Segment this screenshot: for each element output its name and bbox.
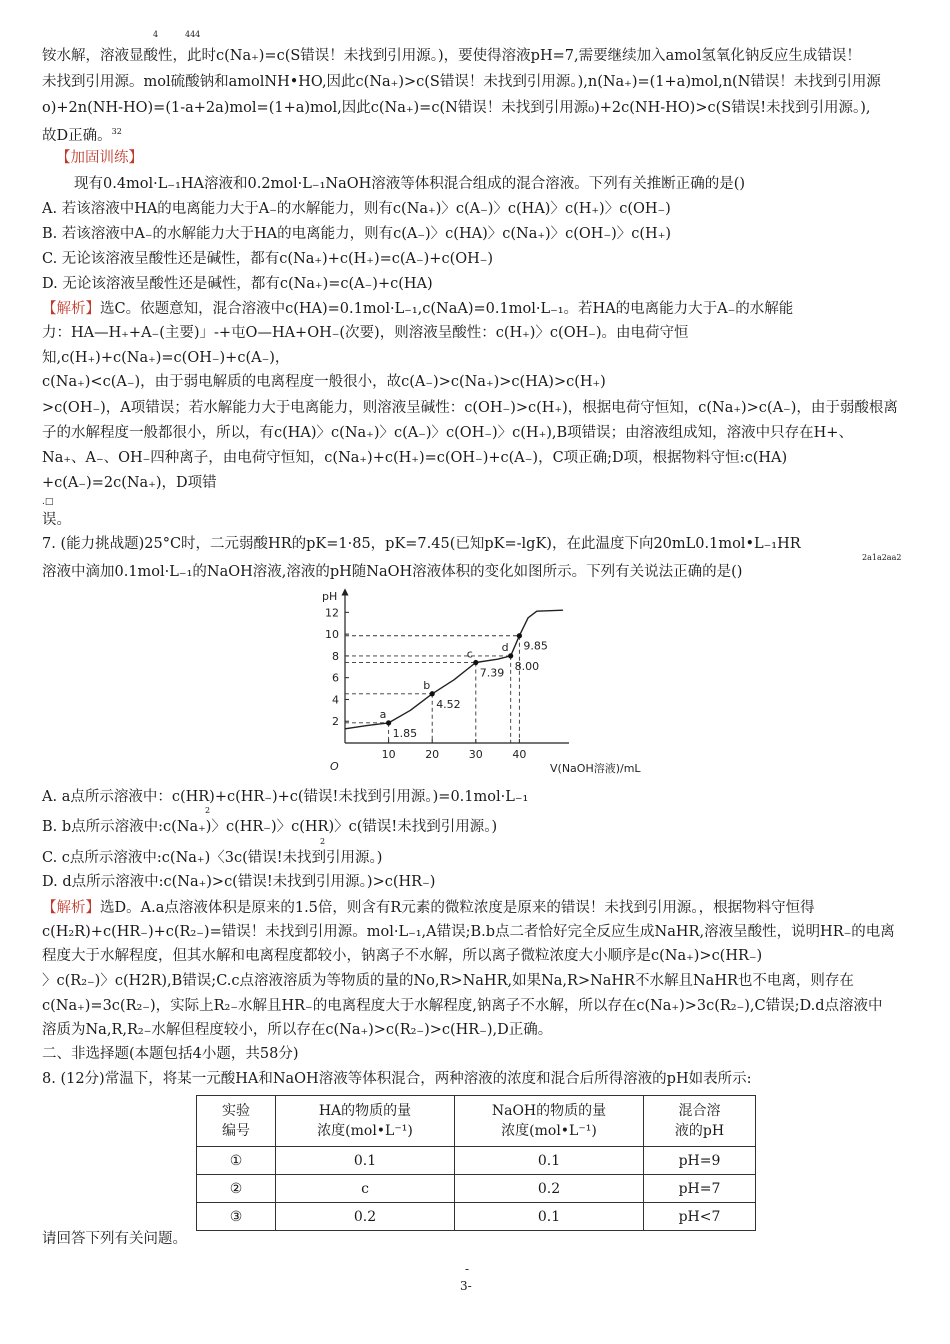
point-name: c — [466, 647, 473, 661]
point-name: b — [423, 678, 431, 692]
text-line: 铵水解，溶液显酸性，此时c(Na₊)=c(S错误！未找到引用源。)，要使得溶液pH=7,需要继续加入amol氢氧化钠反应生成错误！ — [42, 48, 861, 64]
point-value-label: 9.85 — [523, 639, 548, 653]
text-line: 未找到引用源。mol硫酸钠和amolNH•HO,因此c(Na₊)>c(S错误！未找到引用源。),n(Na₊)=(1+a)mol,n(N错误！未找到引用源 — [42, 74, 881, 90]
solution-line: 程度大于水解程度，但其水解和电离程度都较小，钠离子不水解，所以离子微粒浓度大小顺序是c(Na₊)>c(HR₋) — [42, 948, 763, 964]
experiment-table — [196, 1095, 756, 1231]
col-header: NaOH的物质的量 浓度(mol•L⁻¹) — [455, 1096, 644, 1147]
x-tick-label: 30 — [468, 748, 483, 761]
table-row: ② c 0.2 pH=7 — [197, 1175, 756, 1203]
y-tick-label: 10 — [325, 628, 339, 642]
solution-line: 力：HA—H₊+A₋(主要)」-+屯O—HA+OH₋(次要)，则溶液呈酸性：c(H₊)〉c(OH₋)。由电荷守恒 — [42, 325, 689, 341]
y-tick-label: 12 — [325, 606, 339, 620]
header-mark: 444 — [185, 30, 201, 39]
x-tick-label: 20 — [425, 748, 440, 761]
solution-line: Na₊、A₋、OH₋四种离子，由电荷守恒知，c(Na₊)+c(H₊)=c(OH₋)+c(A₋)，C项正确;D项，根据物料守恒:c(HA) — [42, 450, 788, 466]
point-value-label: 7.39 — [479, 666, 505, 680]
solution-line: >c(OH₋)，A项错误；若水解能力大于电离能力，则溶液呈碱性：c(OH₋)>c(H₊)，根据电荷守恒知，c(Na₊)>c(A₋)，由于弱酸根离 — [42, 400, 898, 416]
x-tick-label: 10 — [381, 748, 396, 761]
question-7-stem: 溶液中滴加0.1mol·L₋₁的NaOH溶液,溶液的pH随NaOH溶液体积的变化如图所示。下列有关说法正确的是() — [42, 564, 743, 580]
option-d: D. d点所示溶液中:c(Na₊)>c(错误!未找到引用源。)>c(HR₋) — [42, 874, 436, 890]
point-name: a — [379, 707, 387, 721]
subscript-note: 2 — [320, 837, 326, 846]
subscript-note: 2 — [205, 806, 211, 815]
chart-points — [380, 633, 548, 740]
option-c: C. 无论该溶液呈酸性还是碱性，都有c(Na₊)+c(H₊)=c(A₋)+c(OH₋) — [42, 251, 494, 267]
solution-line: 〉c(R₂₋)〉c(H2R),B错误;C.c点溶液溶质为等物质的量的No,R>NaHR,如果Na,R>NaHR不水解且NaHR也不电离，则存在 — [42, 973, 854, 989]
solution-line: c(Na₊)<c(A₋)，由于弱电解质的电离程度一般很小，故c(A₋)>c(Na₊)>c(HA)>c(H₊) — [42, 374, 606, 390]
section-heading: 【加固训练】 — [56, 150, 143, 166]
data-point — [508, 653, 513, 658]
data-point — [386, 720, 391, 725]
header-mark: 4 — [153, 30, 159, 39]
solution-label: 【解析】 — [42, 900, 100, 916]
x-axis-label: V(NaOH溶液)/mL — [550, 762, 641, 775]
solution-line: c(H₂R)+c(HR₋)+c(R₂₋)=错误！未找到引用源。mol·L₋₁,A错误;B.b点二者恰好完全反应生成NaHR,溶液呈酸性，说明HR₋的电离 — [42, 924, 895, 940]
data-point — [430, 691, 435, 696]
solution-line: c(Na₊)=3c(R₂₋)，实际上R₂₋水解且HR₋的电离程度大于水解程度,钠离子不水解，所以存在c(Na₊)>3c(R₂₋),C错误;D.d点溶液中 — [42, 998, 883, 1014]
question-7-stem: 7. (能力挑战题)25°C时，二元弱酸HR的pK=1·85，pK=7.45(已知pK=-lgK)，在此温度下向20mL0.1mol•L₋₁HR — [42, 536, 801, 552]
chart-guides — [345, 636, 519, 743]
option-b: B. b点所示溶液中:c(Na₊)〉c(HR₋)〉c(HR)〉c(错误!未找到引用源。) — [42, 819, 498, 835]
solution-line: 溶质为Na,R,R₂₋水解但程度较小，所以存在c(Na₊)>c(R₂₋)>c(HR₋),D正确。 — [42, 1022, 553, 1038]
question-8-stem: 8. (12分)常温下，将某一元酸HA和NaOH溶液等体积混合，两种溶液的浓度和混合后所得溶液的pH如表所示: — [42, 1071, 752, 1087]
solution-mark: .□ — [42, 497, 54, 507]
page-dash: - — [465, 1262, 470, 1276]
ph-titration-chart — [300, 588, 660, 778]
page-number: 3- — [460, 1279, 472, 1293]
option-a: A. 若该溶液中HA的电离能力大于A₋的水解能力，则有c(Na₊)〉c(A₋)〉c(HA)〉c(H₊)〉c(OH₋) — [42, 201, 671, 217]
y-tick-label: 6 — [332, 671, 339, 685]
col-header: 混合溶 液的pH — [644, 1096, 756, 1147]
question-stem: 现有0.4mol·L₋₁HA溶液和0.2mol·L₋₁NaOH溶液等体积混合组成的混合溶液。下列有关推断正确的是() — [74, 176, 746, 192]
option-d: D. 无论该溶液呈酸性还是碱性，都有c(Na₊)=c(A₋)+c(HA) — [42, 276, 433, 292]
data-point — [473, 660, 478, 665]
option-b: B. 若该溶液中A₋的水解能力大于HA的电离能力，则有c(A₋)〉c(HA)〉c(Na₊)〉c(OH₋)〉c(H₊) — [42, 226, 671, 242]
solution-line: 误。 — [42, 512, 71, 528]
col-header: 实验 编号 — [197, 1096, 276, 1147]
col-header: HA的物质的量 浓度(mol•L⁻¹) — [276, 1096, 455, 1147]
option-c: C. c点所示溶液中:c(Na₊)〈3c(错误!未找到引用源。) — [42, 850, 383, 866]
text-line: 故D正确。$^{32}$ — [42, 127, 122, 144]
solution-line: +c(A₋)=2c(Na₊)，D项错 — [42, 475, 217, 491]
point-value-label: 4.52 — [436, 697, 461, 711]
solution-line: 知,c(H₊)+c(Na₊)=c(OH₋)+c(A₋)， — [42, 350, 290, 366]
y-tick-label: 4 — [332, 693, 339, 707]
part-heading: 二、非选择题(本题包括4小题，共58分) — [42, 1046, 299, 1062]
subscript-note: 2a1a2aa2 — [862, 553, 902, 562]
table-row: ① 0.1 0.1 pH=9 — [197, 1147, 756, 1175]
solution-line: 子的水解程度一般都很小，所以，有c(HA)〉c(Na₊)〉c(A₋)〉c(OH₋)〉c(H₊),B项错误；由溶液组成知，溶液中只存在H+、 — [42, 425, 853, 441]
solution-line: 【解析】选D。A.a点溶液体积是原来的1.5倍，则含有R元素的微粒浓度是原来的错误！未找到引用源。，根据物料守恒得 — [42, 900, 815, 916]
y-tick-label: 8 — [332, 649, 339, 663]
data-point — [517, 633, 522, 638]
option-a: A. a点所示溶液中：c(HR)+c(HR₋)+c(错误!未找到引用源。)=0.1mol·L₋₁ — [42, 789, 529, 805]
text-line: o)+2n(NH-HO)=(1-a+2a)mol=(1+a)mol,因此c(Na₊)=c(N错误！未找到引用源₀)+2c(NH-HO)>c(S错误!未找到引用源。), — [42, 100, 871, 116]
y-axis-label: pH — [322, 590, 338, 603]
x-tick-label: 40 — [512, 748, 527, 761]
chart-axes — [325, 592, 569, 761]
point-value-label: 8.00 — [514, 659, 540, 673]
y-tick-label: 2 — [332, 715, 339, 729]
question-8-prompt: 请回答下列有关问题。 — [42, 1231, 187, 1247]
table-row: ③ 0.2 0.1 pH<7 — [197, 1203, 756, 1231]
origin-label: O — [330, 760, 339, 773]
solution-line: 【解析】选C。依题意知，混合溶液中c(HA)=0.1mol·L₋₁,c(NaA)=0.1mol·L₋₁。若HA的电离能力大于A₋的水解能 — [42, 301, 794, 317]
point-value-label: 1.85 — [392, 726, 418, 740]
footnote-mark: 32 — [111, 127, 122, 136]
point-name: d — [501, 640, 509, 654]
solution-label: 【解析】 — [42, 301, 100, 317]
